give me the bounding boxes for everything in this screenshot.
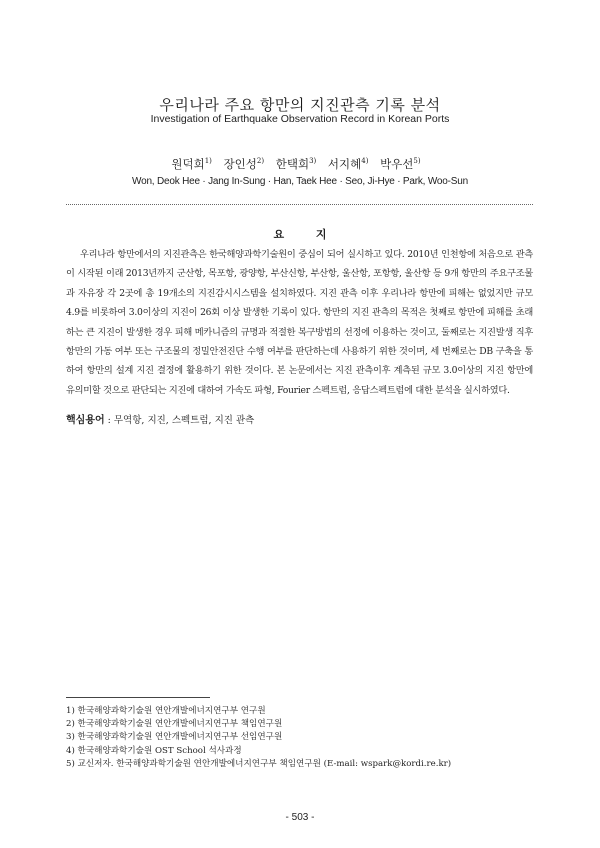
footnotes [66, 705, 533, 771]
author-name: 박우선 [380, 157, 414, 171]
keywords-text: : 무역항, 지진, 스펙트럼, 지진 관측 [104, 415, 255, 426]
page-number: - 503 - [285, 812, 315, 823]
dotted-divider [66, 204, 533, 205]
footnote: 1) 한국해양과학기술원 연안개발에너지연구부 연구원 [66, 706, 266, 716]
footnote-rule [66, 697, 210, 698]
author-name: 원덕희 [171, 157, 205, 171]
keywords-label: 핵심용어 [66, 415, 105, 426]
author-name: 서지혜 [327, 157, 362, 171]
keywords [66, 411, 533, 426]
authors-english: Won, Deok Hee · Jang In-Sung · Han, Taek Hee · Seo, Ji-Hye · Park, Woo-Sun [132, 176, 468, 187]
author-mark: 5) [413, 157, 421, 166]
author-mark: 1) [204, 157, 212, 166]
abstract-body: 우리나라 항만에서의 지진관측은 한국해양과학기술원이 중심이 되어 실시하고 있다. 2010년 인천항에 처음으로 관측이 시작된 이래 2013년까지 군산항, 목포항, 광양항, 부산신항, 부산항, 울산항, 포항항, 울산항 등 9개 항만의 주요구조물과 자유장 각 2곳에 총 19개소의 지진감시시스템을 설치하였다. 지진 관측 이후 우리나라 항만에 피해는 없었지만 규모 4.9를 비롯하여 3.0이상의 지진이 26회 이상 발생한 기록이 있다. 항만의 지진 관측의 목적은 첫째로 항만에 피해를 초래하는 큰 지진이 발생한 경우 피해 메카니즘의 규명과 적절한 복구방법의 선정에 이용하는 것이고, 둘째로는 지진발생 직후 항만의 가동 여부 또는 구조물의 정밀안전진단 수행 여부를 판단하는데 사용하기 위한 것이며, 세 번째로는 DB 구축을 통하여 항만의 설계 지진 결정에 활용하기 위한 것이다. 본 논문에서는 지진 관측이후 계측된 규모 3.0이상의 지진 항만에 유의미할 것으로 판단되는 지진에 대하여 가속도 파형, Fourier 스펙트럼, 응답스펙트럼에 대한 분석을 실시하였다. [66, 249, 533, 396]
authors-korean [0, 156, 600, 172]
author-name: 장인성 [223, 157, 257, 171]
abstract-heading: 요 지 [273, 228, 341, 241]
footnote: 2) 한국해양과학기술원 연안개발에너지연구부 책임연구원 [66, 719, 283, 730]
paper-title-english: Investigation of Earthquake Observation Record in Korean Ports [150, 113, 450, 125]
author-mark: 2) [256, 157, 265, 166]
paper-title-korean: 우리나라 주요 항만의 지진관측 기록 분석 [159, 96, 441, 114]
footnote: 3) 한국해양과학기술원 연안개발에너지연구부 선임연구원 [66, 732, 283, 743]
author-mark: 4) [361, 157, 369, 166]
footnote: 4) 한국해양과학기술원 OST School 석사과정 [66, 745, 242, 756]
author-name: 한택희 [275, 157, 310, 171]
footnote: 5) 교신저자. 한국해양과학기술원 연안개발에너지연구부 책임연구원 (E-mail: wspark@kordi.re.kr) [66, 758, 452, 769]
author-mark: 3) [309, 157, 317, 166]
